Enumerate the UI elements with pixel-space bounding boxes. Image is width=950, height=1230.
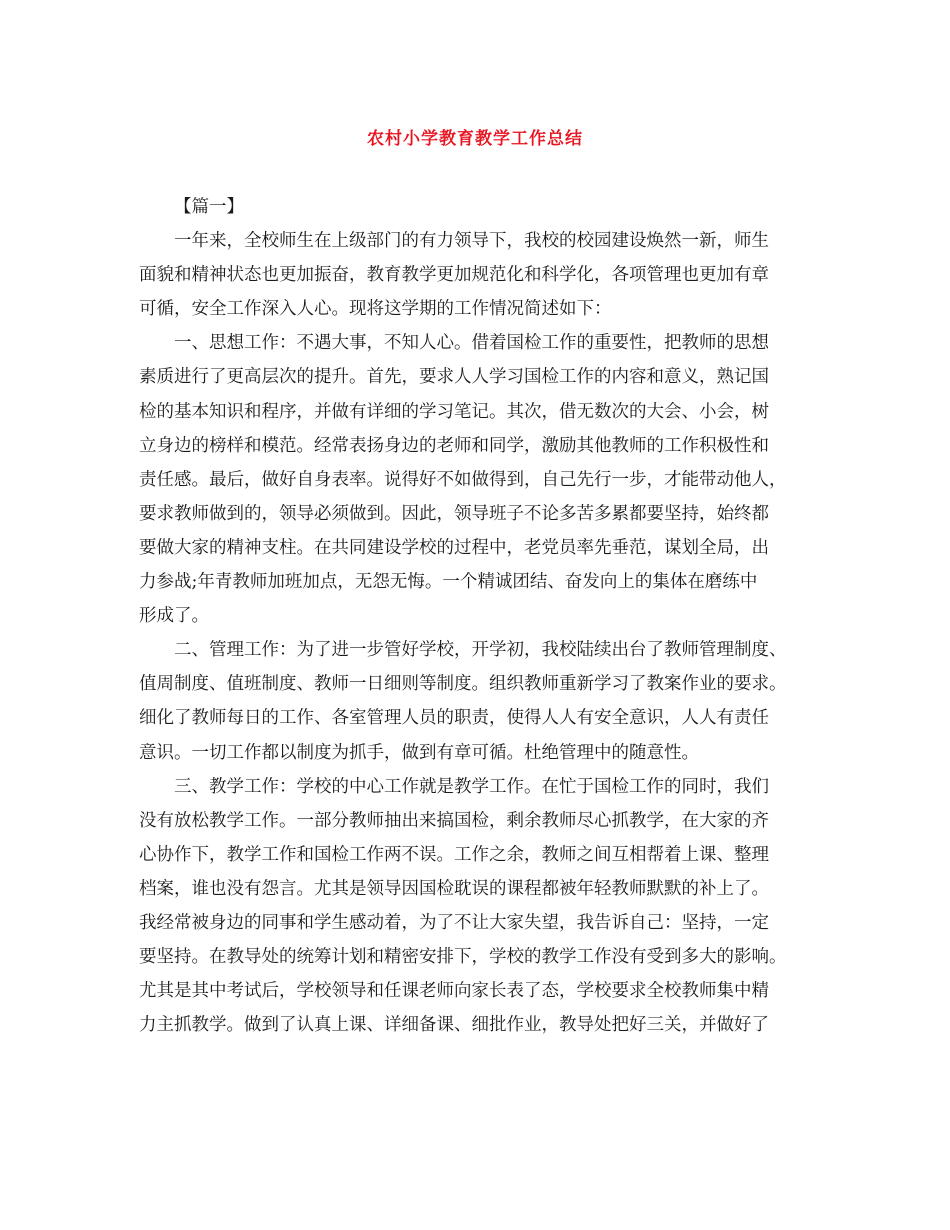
body-line: 力主抓教学。做到了认真上课、详细备课、细批作业，教导处把好三关，并做好了	[139, 1015, 769, 1036]
body-line: 可循，安全工作深入人心。现将这学期的工作情况简述如下：	[139, 299, 612, 320]
body-line: 我经常被身边的同事和学生感动着，为了不让大家失望，我告诉自己：坚持，一定	[139, 912, 769, 933]
body-line: 三、教学工作：学校的中心工作就是教学工作。在忙于国检工作的同时，我们	[174, 776, 769, 797]
body-line: 尤其是其中考试后，学校领导和任课老师向家长表了态，学校要求全校教师集中精	[139, 981, 769, 1002]
body-line: 要求教师做到的，领导必须做到。因此，领导班子不论多苦多累都要坚持，始终都	[139, 503, 769, 524]
body-line: 要坚持。在教导处的统筹计划和精密安排下，学校的教学工作没有受到多大的影响。	[139, 947, 787, 968]
body-line: 力参战;年青教师加班加点，无怨无悔。一个精诚团结、奋发向上的集体在磨练中	[139, 572, 758, 593]
body-line: 二、管理工作：为了进一步管好学校，开学初，我校陆续出台了教师管理制度、	[174, 640, 787, 661]
body-line: 意识。一切工作都以制度为抓手，做到有章可循。杜绝管理中的随意性。	[139, 742, 699, 763]
body-line: 责任感。最后，做好自身表率。说得好不如做得到，自己先行一步，才能带动他人，	[139, 469, 787, 490]
body-line: 没有放松教学工作。一部分教师抽出来搞国检，剩余教师尽心抓教学，在大家的齐	[139, 810, 769, 831]
document-title: 农村小学教育教学工作总结	[367, 129, 583, 149]
document-body	[139, 190, 813, 1042]
body-line: 立身边的榜样和模范。经常表扬身边的老师和同学，激励其他教师的工作积极性和	[139, 435, 769, 456]
body-line: 【篇一】	[174, 197, 244, 217]
body-line: 一年来，全校师生在上级部门的有力领导下，我校的校园建设焕然一新，师生	[174, 231, 769, 252]
body-line: 值周制度、值班制度、教师一日细则等制度。组织教师重新学习了教案作业的要求。	[139, 674, 787, 695]
body-line: 心协作下，教学工作和国检工作两不误。工作之余，教师之间互相帮着上课、整理	[139, 844, 769, 865]
body-line: 面貌和精神状态也更加振奋，教育教学更加规范化和科学化，各项管理也更加有章	[139, 265, 769, 286]
body-line: 检的基本知识和程序，并做有详细的学习笔记。其次，借无数次的大会、小会，树	[139, 401, 769, 422]
body-line: 一、思想工作：不遇大事，不知人心。借着国检工作的重要性，把教师的思想	[174, 333, 769, 354]
body-line: 素质进行了更高层次的提升。首先，要求人人学习国检工作的内容和意义，熟记国	[139, 367, 769, 388]
body-line: 细化了教师每日的工作、各室管理人员的职责，使得人人有安全意识，人人有责任	[139, 708, 769, 729]
body-line: 要做大家的精神支柱。在共同建设学校的过程中，老党员率先垂范，谋划全局，出	[139, 537, 769, 558]
body-line: 档案，谁也没有怨言。尤其是领导因国检耽误的课程都被年轻教师默默的补上了。	[139, 878, 769, 899]
body-line: 形成了。	[139, 606, 209, 627]
